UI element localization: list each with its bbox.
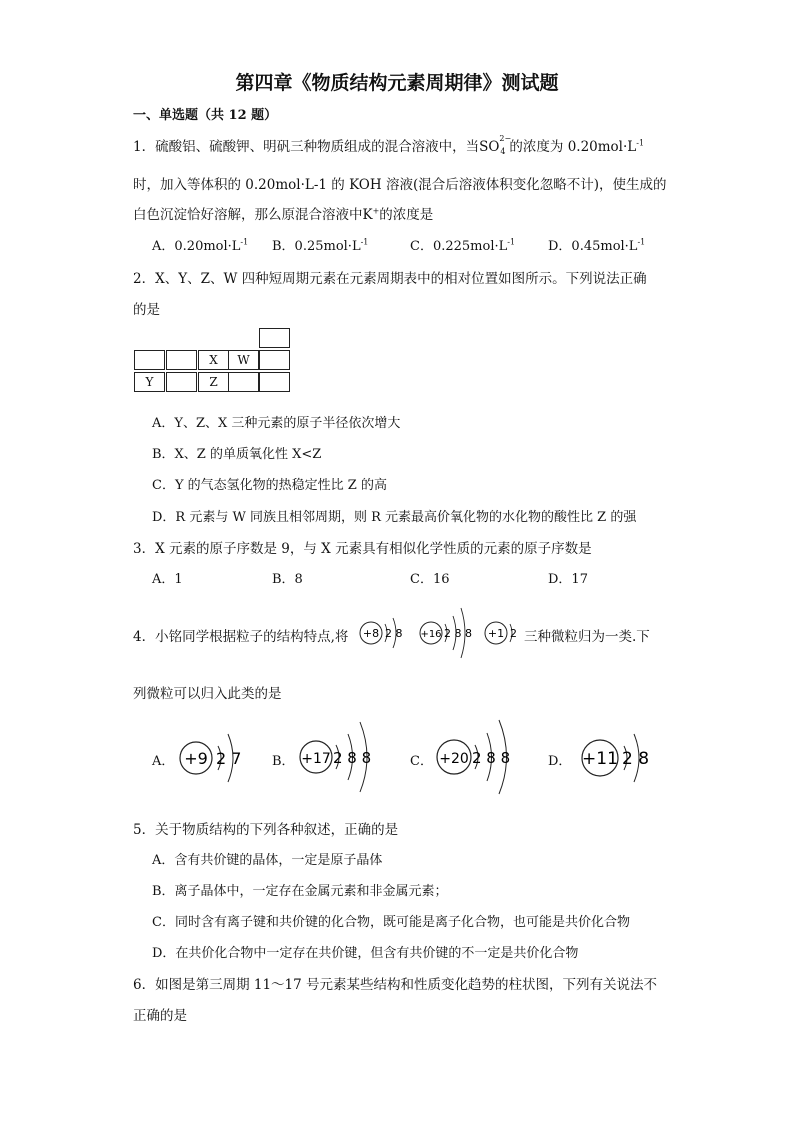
q4-line1-a: 4．小铭同学根据粒子的结构特点,将 [133, 629, 349, 645]
q1-option-b[interactable]: B．$0.25mol\cdot L^{-1}$ [272, 237, 369, 254]
q5-option-a[interactable]: A．含有共价键的晶体，一定是原子晶体 [152, 853, 383, 868]
atom-diagram-given-2 [420, 608, 472, 658]
q5-option-d[interactable]: D．在共价化合物中一定存在共价键，但含有共价键的不一定是共价化合物 [152, 946, 579, 961]
q2-line1: 2．X、Y、Z、W 四种短周期元素在元素周期表中的相对位置如图所示。下列说法正确 [133, 271, 647, 287]
shell-electrons-label: 2 7 [216, 749, 242, 768]
table-cell [228, 372, 259, 392]
q1-k-sup: + [372, 206, 380, 216]
q5-line1: 5．关于物质结构的下列各种叙述，正确的是 [133, 822, 399, 838]
shell-electrons-label: 2 8 [622, 749, 650, 769]
q3-option-b[interactable]: B．8 [272, 572, 303, 587]
table-cell-top [259, 328, 290, 348]
q2-option-d[interactable]: D．R 元素与 W 同族且相邻周期，则 R 元素最高价氧化物的水化物的酸性比 Z 的强 [152, 510, 637, 525]
q4-option-d-diagram[interactable] [580, 716, 660, 800]
q1-text-d: 的浓度是 [379, 207, 434, 223]
q3-line1: 3．X 元素的原子序数是 9，与 X 元素具有相似化学性质的元素的原子序数是 [133, 541, 592, 557]
section-heading: 一、单选题（共 12 题） [133, 108, 278, 123]
atom-diagram-given-3 [485, 622, 517, 644]
nucleus-label: +20 [439, 751, 469, 767]
q1-option-c[interactable]: C．$0.225mol\cdot L^{-1}$ [410, 237, 516, 254]
q4-option-a-label[interactable]: A． [152, 754, 175, 769]
nucleus-label: +16 [420, 629, 442, 640]
table-cell-x: X [198, 350, 229, 370]
q6-line1: 6．如图是第三周期 11～17 号元素某些结构和性质变化趋势的柱状图，下列有关说法不 [133, 977, 658, 993]
q3-option-a[interactable]: A．1 [152, 572, 183, 587]
nucleus-label: +17 [301, 751, 331, 767]
q4-option-c-diagram[interactable] [434, 710, 524, 804]
q6-line2: 正确的是 [133, 1008, 187, 1024]
given-particles-diagram [355, 600, 525, 666]
table-cell [134, 350, 165, 370]
q5-option-b[interactable]: B．离子晶体中，一定存在金属元素和非金属元素； [152, 884, 448, 899]
q4-option-b-diagram[interactable] [296, 712, 386, 802]
q1-option-a[interactable]: A．$0.20mol\cdot L^{-1}$ [152, 237, 249, 254]
shell-electrons-label: 2 8 8 [333, 749, 372, 767]
nucleus-label: +8 [362, 627, 380, 640]
q2-line2: 的是 [133, 302, 160, 318]
q2-option-a[interactable]: A．Y、Z、X 三种元素的原子半径依次增大 [152, 416, 401, 431]
page-title: 第四章《物质结构元素周期律》测试题 [235, 72, 559, 94]
nucleus-label: +1 [487, 627, 505, 640]
shell-electrons-label: 2 8 8 [472, 749, 511, 767]
table-cell-w: W [228, 350, 259, 370]
q1-text-c: 白色沉淀恰好溶解，那么原混合溶液中K [133, 207, 373, 223]
q2-option-b[interactable]: B．X、Z 的单质氧化性 X<Z [152, 447, 322, 462]
q1-line3 [133, 203, 433, 223]
q3-option-d[interactable]: D．17 [548, 572, 588, 587]
nucleus-label: +9 [184, 749, 208, 768]
shell-electrons-label: 2 [510, 627, 517, 640]
q4-option-b-label[interactable]: B． [272, 754, 295, 769]
q4-line1-b: 三种微粒归为一类.下 [524, 629, 650, 645]
q1-sulfate-charge: 2− [499, 134, 512, 143]
q4-line2: 列微粒可以归入此类的是 [133, 686, 282, 702]
shell-electrons-label: 2 8 8 [444, 627, 472, 640]
atom-diagram-given-1 [360, 618, 403, 648]
q4-option-a-diagram[interactable] [176, 716, 256, 800]
q1-option-d[interactable]: D．$0.45mol\cdot L^{-1}$ [548, 237, 646, 254]
q4-option-d-label[interactable]: D． [548, 754, 572, 769]
table-cell [166, 350, 197, 370]
q1-text-a: 1．硫酸铝、硫酸钾、明矾三种物质组成的混合溶液中，当SO [133, 139, 500, 155]
q1-line2: 时，加入等体积的 0.20mol·L-1 的 KOH 溶液(混合后溶液体积变化忽略不计)，使生成的 [133, 177, 667, 193]
table-cell [259, 372, 290, 392]
table-cell [166, 372, 197, 392]
nucleus-label: +11 [582, 749, 618, 769]
table-cell [259, 350, 290, 370]
q5-option-c[interactable]: C．同时含有离子键和共价键的化合物，既可能是离子化合物，也可能是共价化合物 [152, 915, 630, 930]
q1-text-b: 的浓度为 0.20mol·L [509, 139, 637, 155]
table-cell-y: Y [134, 372, 165, 392]
q3-option-c[interactable]: C．16 [410, 572, 450, 587]
q4-option-c-label[interactable]: C． [410, 754, 433, 769]
q1-sulfate-sub: 4 [500, 147, 506, 156]
q1-unit-sup: -1 [636, 138, 645, 148]
q2-option-c[interactable]: C．Y 的气态氢化物的热稳定性比 Z 的高 [152, 478, 387, 493]
table-cell-z: Z [198, 372, 229, 392]
shell-electrons-label: 2 8 [385, 627, 403, 640]
q1-line1 [133, 135, 644, 155]
